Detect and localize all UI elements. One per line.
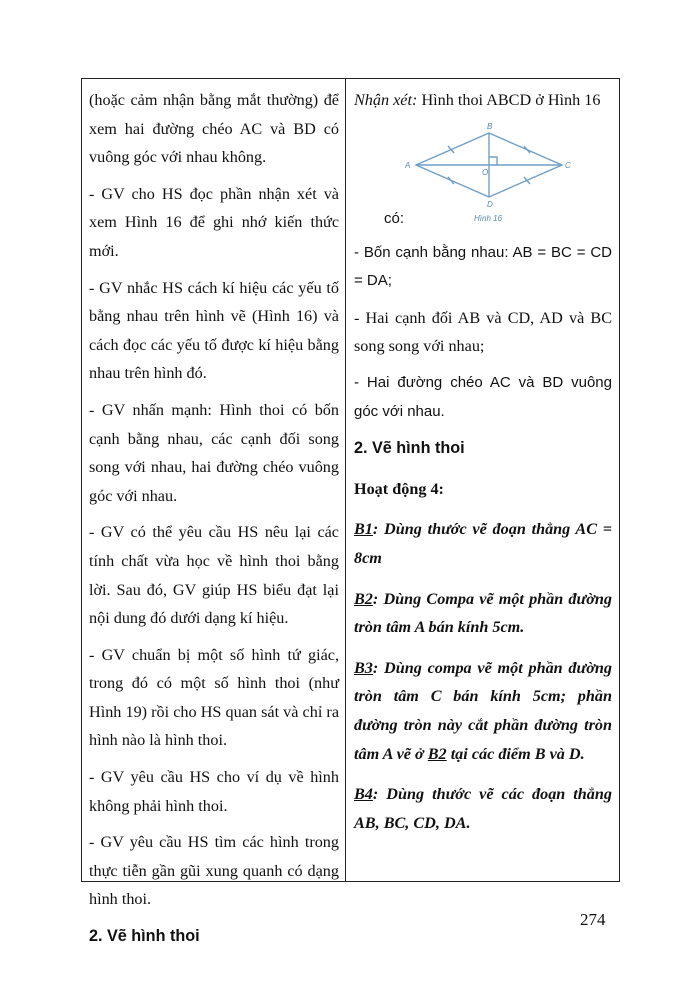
step-3	[354, 654, 612, 768]
property-3: - Hai đường chéo AC và BD vuông góc với nhau.	[354, 373, 612, 420]
step-2-label: B2	[354, 589, 373, 608]
label-b: B	[487, 121, 493, 131]
left-paragraph-3: - GV nhắc HS cách kí hiệu các yếu tố bằng nhau trên hình vẽ (Hình 16) và cách đọc các yếu tố được kí hiệu bằng nhau trên hình đó.	[89, 278, 339, 383]
step-3-ref: B2	[427, 744, 447, 763]
remark-label: Nhận xét:	[354, 91, 418, 109]
remark-text: Hình thoi ABCD ở Hình 16	[417, 91, 601, 109]
step-3-tail: tại các điểm B và D.	[446, 744, 585, 763]
label-d: D	[487, 199, 493, 209]
label-c: C	[565, 160, 571, 170]
left-paragraph-1: (hoặc cảm nhận bằng mắt thường) để xem hai đường chéo AC và BD có vuông góc với nhau không.	[89, 91, 339, 167]
left-column	[81, 78, 345, 951]
co-text: có:	[384, 209, 405, 227]
right-angle-mark	[489, 157, 497, 165]
left-paragraph-2: - GV cho HS đọc phần nhận xét và xem Hình 16 để ghi nhớ kiến thức mới.	[89, 184, 339, 260]
activity-heading: Hoạt động 4:	[354, 479, 444, 498]
remark-line	[354, 86, 612, 115]
rhombus-figure	[354, 115, 612, 227]
label-o: O	[482, 167, 489, 177]
right-section-heading: 2. Vẽ hình thoi	[354, 439, 465, 458]
left-paragraph-6: - GV chuẩn bị một số hình tứ giác, trong đó có một số hình thoi (như Hình 19) rồi cho HS quan sát và chỉ ra hình nào là hình thoi.	[89, 645, 339, 750]
figure-caption: Hình 16	[474, 213, 503, 223]
right-column	[346, 78, 620, 837]
rhombus-diagram	[404, 115, 574, 227]
step-4	[354, 780, 612, 837]
left-section-heading: 2. Vẽ hình thoi	[89, 927, 200, 946]
step-3-text: : Dùng compa vẽ một phần đường tròn tâm C bán kính 5cm; phần đường tròn này cắt phần đường tròn tâm A vẽ ở	[354, 658, 612, 763]
step-3-label: B3	[354, 658, 373, 677]
step-1	[354, 515, 612, 572]
step-1-text: : Dùng thước vẽ đoạn thẳng AC = 8cm	[354, 520, 612, 567]
left-paragraph-5: - GV có thể yêu cầu HS nêu lại các tính chất vừa học về hình thoi bằng lời. Sau đó, GV giúp HS biểu đạt lại nội dung đó dưới dạng kí hiệu.	[89, 523, 339, 628]
left-paragraph-4: - GV nhấn mạnh: Hình thoi có bốn cạnh bằng nhau, các cạnh đối song song với nhau, hai đường chéo vuông góc với nhau.	[89, 400, 339, 505]
step-2-text: : Dùng Compa vẽ một phần đường tròn tâm A bán kính 5cm.	[354, 589, 612, 637]
left-paragraph-8: - GV yêu cầu HS tìm các hình trong thực tiễn gần gũi xung quanh có dạng hình thoi.	[89, 833, 339, 909]
label-a: A	[405, 160, 411, 170]
page-number: 274	[580, 910, 606, 929]
property-1: - Bốn cạnh bằng nhau: AB = BC = CD = DA;	[354, 243, 612, 290]
step-1-label: B1	[354, 520, 373, 539]
step-4-text: : Dùng thước vẽ các đoạn thẳng AB, BC, CD, DA.	[354, 785, 612, 832]
left-paragraph-7: - GV yêu cầu HS cho ví dụ về hình không phải hình thoi.	[89, 768, 339, 815]
step-2	[354, 585, 612, 642]
property-2: - Hai cạnh đối AB và CD, AD và BC song song với nhau;	[354, 308, 612, 356]
step-4-label: B4	[354, 785, 373, 804]
